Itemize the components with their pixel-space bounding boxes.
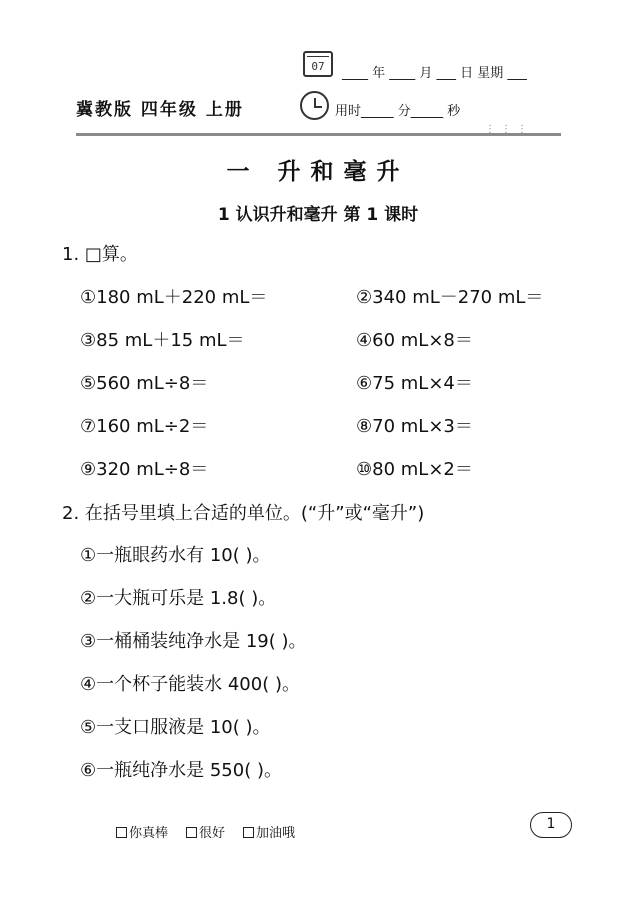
decorative-dots-icon: ⋮⋮⋮ [485, 124, 533, 135]
calc-item: ④60 mL×8＝ [356, 330, 473, 351]
textbook-series: 冀教版 四年级 上册 [76, 100, 244, 120]
rating-option-keep-going[interactable] [243, 822, 295, 841]
calc-item: ③85 mL＋15 mL＝ [80, 330, 245, 351]
fill-item: ⑥一瓶纯净水是 550( )。 [80, 760, 282, 781]
calc-item: ⑤560 mL÷8＝ [80, 373, 209, 394]
calc-item: ①180 mL＋220 mL＝ [80, 287, 268, 308]
calc-item: ⑩80 mL×2＝ [356, 459, 473, 480]
page-number: 1 [530, 812, 572, 838]
unit-title: 一 升和毫升 [226, 159, 410, 185]
calendar-icon [303, 51, 333, 77]
checkbox-icon [116, 827, 127, 838]
fill-item: ④一个杯子能装水 400( )。 [80, 674, 300, 695]
checkbox-icon [186, 827, 197, 838]
clock-icon [300, 91, 329, 120]
rating-option-good[interactable] [186, 822, 225, 841]
fill-item: ⑤一支口服液是 10( )。 [80, 717, 271, 738]
fill-item: ③一桶桶装纯净水是 19( )。 [80, 631, 307, 652]
rating-option-great[interactable] [116, 822, 168, 841]
fill-item: ①一瓶眼药水有 10( )。 [80, 545, 271, 566]
lesson-title: 1 认识升和毫升 第 1 课时 [217, 205, 419, 225]
calc-item: ⑥75 mL×4＝ [356, 373, 473, 394]
rating-label: 加油哦 [256, 826, 296, 841]
calc-item: ②340 mL－270 mL＝ [356, 287, 544, 308]
calc-item: ⑧70 mL×3＝ [356, 416, 473, 437]
calendar-number: 07 [311, 60, 325, 73]
rating-label: 很好 [199, 826, 226, 841]
rating-label: 你真棒 [129, 826, 169, 841]
fill-item: ②一大瓶可乐是 1.8( )。 [80, 588, 277, 609]
checkbox-icon [243, 827, 254, 838]
time-used-line: 用时_____ 分_____ 秒 [335, 104, 461, 119]
calc-item: ⑦160 mL÷2＝ [80, 416, 209, 437]
date-line: ____ 年 ____ 月 ___ 日 星期 ___ [342, 66, 527, 81]
calc-item: ⑨320 mL÷8＝ [80, 459, 209, 480]
question-1-heading: 1. □算。 [62, 244, 138, 265]
question-2-heading: 2. 在括号里填上合适的单位。(“升”或“毫升”) [62, 503, 425, 524]
